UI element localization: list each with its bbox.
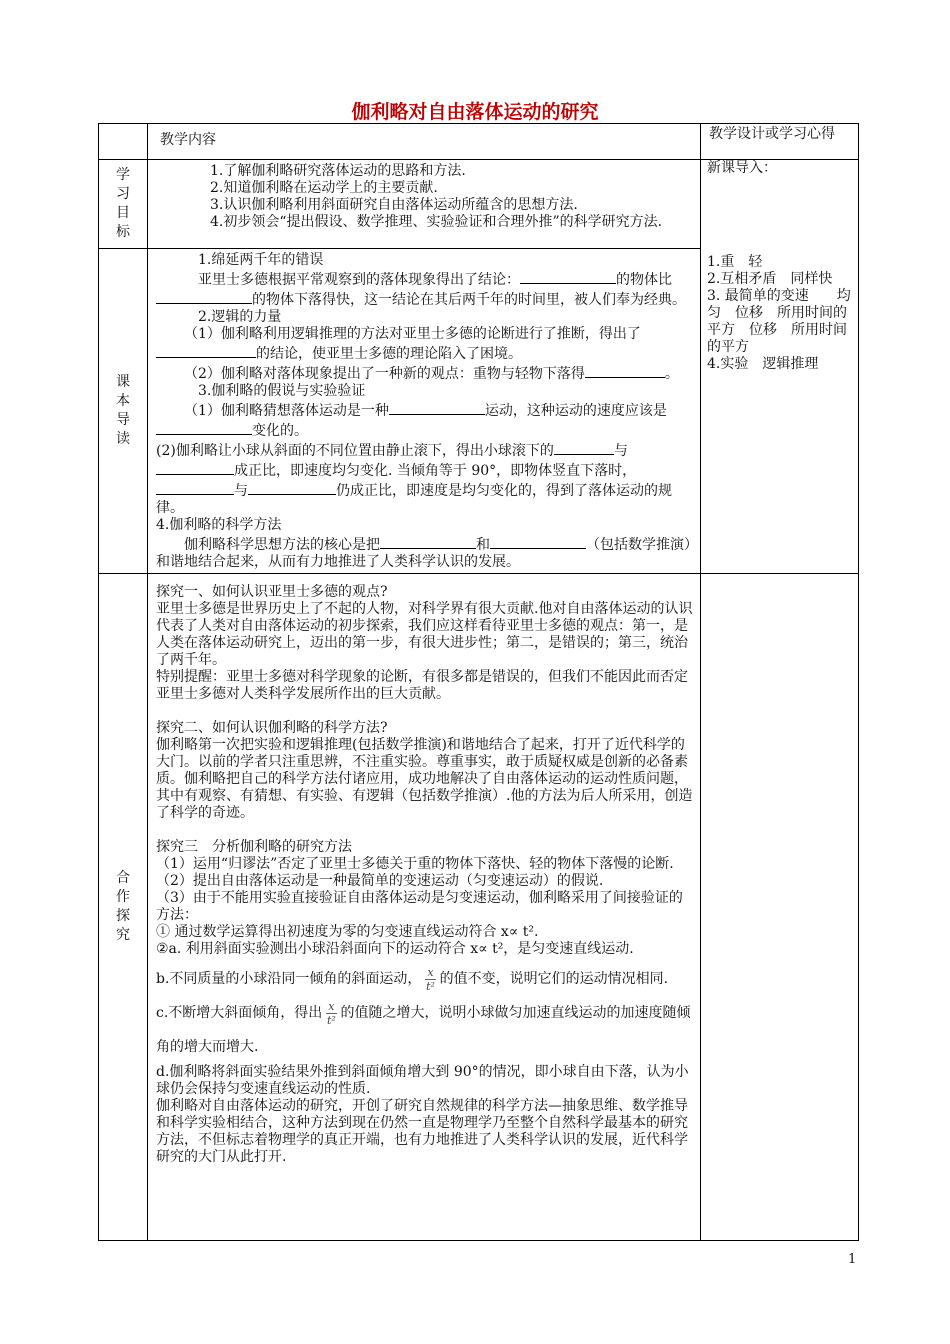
page-number: 1 xyxy=(848,1252,857,1267)
header-design-cell xyxy=(701,124,859,160)
inquiry-step-3-2c: c.不断增大斜面倾角，得出 $\frac{x}{\text{t²}}$ 的值随之增大，说明小球做匀加速直线运动的加速度随倾角的增大而增大. xyxy=(156,999,691,1055)
inquiry-step-2: （2）提出自由落体运动是一种最简单的变速运动（匀变速运动）的假说. xyxy=(156,873,604,889)
header-content-label: 教学内容 xyxy=(160,132,216,148)
objective-item: 3.认识伽利略利用斜面研究自由落体运动所蕴含的思想方法. xyxy=(210,197,578,213)
reading-label-cell xyxy=(99,249,148,574)
design-notes-cell xyxy=(701,160,859,574)
objectives-label: 学习目标 xyxy=(116,167,130,240)
inquiry-topic-1: 探究一、如何认识亚里士多德的观点? xyxy=(156,584,388,600)
fill-blank[interactable] xyxy=(625,363,665,378)
fill-blank[interactable] xyxy=(156,480,234,495)
inquiry-step-3-2d: d.伽利略将斜面实验结果外推到斜面倾角增大到 90°的情况，即小球自由下落，认为小球仍会保持匀变速直线运动的性质. xyxy=(156,1064,689,1097)
objectives-row xyxy=(99,160,859,249)
lesson-table xyxy=(98,123,859,1241)
inquiry-notes-cell xyxy=(701,574,859,1241)
inquiry-row xyxy=(99,574,859,1241)
header-row xyxy=(99,124,859,160)
inquiry-step-3-2a: ②a. 利用斜面实验测出小球沿斜面向下的运动符合 x∝ t²，是匀变速直线运动. xyxy=(156,941,634,957)
reading-para-3b: (2)伽利略让小球从斜面的不同位置由静止滚下，得出小球滚下的 与成正比，即速度均匀变化. 当倾角等于 90°，即物体竖直下落时，与 仍成正比，即速度是均匀变化的，得到了落体运动的规律。 xyxy=(156,440,694,517)
reading-para-4: 伽利略科学思想方法的核心是把 和 （包括数学推演）和谐地结合起来，从而有力地推进了人类科学认识的发展。 xyxy=(156,534,694,571)
reading-heading-1: 1.绵延两千年的错误 xyxy=(198,252,324,268)
objective-item: 1.了解伽利略研究落体运动的思路和方法. xyxy=(210,163,466,179)
reading-label: 课本导读 xyxy=(116,374,130,447)
fill-blank[interactable] xyxy=(156,289,252,304)
fill-blank[interactable] xyxy=(380,534,476,549)
inquiry-label-cell xyxy=(99,574,148,1241)
fill-blank[interactable] xyxy=(554,440,614,455)
inquiry-label: 合作探究 xyxy=(116,870,130,943)
inquiry-topic-3: 探究三 分析伽利略的研究方法 xyxy=(156,839,352,855)
reading-para-3: （1）伽利略猜想落体运动是一种 运动，这种运动的速度应该是变化的。 xyxy=(156,400,694,440)
inquiry-para-2: 伽利略第一次把实验和逻辑推理(包括数学推演)和谐地结合了起来，打开了近代科学的大门。以前的学者只注重思辨，不注重实验。尊重事实，敢于质疑权威是创新的必备素质。伽利略把自己的科学方法付诸应用，成功地解决了自由落体运动的运动性质问题，其中有观察、有猜想、有实验、有逻辑（包括数学推演）.他的方法为后人所采用，创造了科学的奇迹。 xyxy=(156,737,693,821)
fraction-x-over-t2: $\frac{x}{\text{t²}}$ xyxy=(426,965,435,993)
inquiry-summary: 伽利略对自由落体运动的研究，开创了研究自然规律的科学方法—抽象思维、数学推导和科学实验相结合，这种方法到现在仍然一直是物理学乃至整个自然科学最基本的研究方法，不但标志着物理学的真正开端，也有力地推进了人类科学认识的发展，近代科学研究的大门从此打开. xyxy=(156,1098,688,1165)
fill-blank[interactable] xyxy=(585,363,625,378)
fill-blank[interactable] xyxy=(389,400,485,415)
fill-blank[interactable] xyxy=(490,534,586,549)
reading-heading-2: 2.逻辑的力量 xyxy=(198,309,282,325)
header-design-label: 教学设计或学习心得 xyxy=(709,126,835,142)
objectives-label-cell xyxy=(99,160,148,249)
document-title: 伽利略对自由落体运动的研究 xyxy=(351,101,599,123)
reading-para-2b: （2）伽利略对落体现象提出了一种新的观点：重物与轻物下落得 。 xyxy=(156,363,694,383)
header-content-cell xyxy=(148,124,701,160)
fill-blank[interactable] xyxy=(248,480,336,495)
inquiry-step-1: （1）运用“归谬法”否定了亚里士多德关于重的物体下落快、轻的物体下落慢的论断. xyxy=(156,856,674,872)
inquiry-step-3-2b: b.不同质量的小球沿同一倾角的斜面运动， $\frac{x}{\text{t²}}$ 的值不变，说明它们的运动情况相同. xyxy=(156,965,669,993)
reading-para-2: （1）伽利略利用逻辑推理的方法对亚里士多德的论断进行了推断，得出了的结论，使亚里士多德的理论陷入了困境。 xyxy=(156,326,694,363)
objective-item: 4.初步领会“提出假设、数学推理、实验验证和合理外推”的科学研究方法. xyxy=(210,214,663,230)
answer-2: 2.互相矛盾 同样快 xyxy=(707,271,833,287)
fill-blank[interactable] xyxy=(520,269,616,284)
fill-blank[interactable] xyxy=(156,420,252,435)
fill-blank[interactable] xyxy=(156,343,256,358)
inquiry-step-3: （3）由于不能用实验直接验证自由落体运动是匀变速运动，伽利略采用了间接验证的方法： xyxy=(156,890,683,923)
fraction-x-over-t2: $\frac{x}{\text{t²}}$ xyxy=(326,999,336,1027)
answer-3: 3. 最简单的变速 均匀 位移 所用时间的平方 位移 所用时间的平方 xyxy=(707,288,851,355)
fill-blank[interactable] xyxy=(156,460,234,475)
inquiry-topic-2: 探究二、如何认识伽利略的科学方法? xyxy=(156,720,388,736)
reading-content-cell xyxy=(148,249,701,574)
answer-4: 4.实验 逻辑推理 xyxy=(707,356,819,372)
header-empty-cell xyxy=(99,124,148,160)
inquiry-content-cell xyxy=(148,574,701,1241)
inquiry-note-1: 特别提醒：亚里士多德对科学现象的论断，有很多都是错误的，但我们不能因此而否定亚里士多德对人类科学发展所作出的巨大贡献。 xyxy=(156,669,688,702)
inquiry-para-1: 亚里士多德是世界历史上了不起的人物，对科学界有很大贡献.他对自由落体运动的认识代表了人类对自由落体运动的初步探索，我们应这样看待亚里士多德的观点：第一，是人类在落体运动研究上，迈出的第一步，有很大进步性；第二，是错误的；第三，统治了两千年。 xyxy=(156,601,693,668)
inquiry-step-3-1: ① 通过数学运算得出初速度为零的匀变速直线运动符合 x∝ t². xyxy=(156,924,539,940)
reading-heading-4: 4.伽利略的科学方法 xyxy=(156,517,282,533)
objectives-content-cell xyxy=(148,160,701,249)
objective-item: 2.知道伽利略在运动学上的主要贡献. xyxy=(210,180,438,196)
reading-para-1: 亚里士多德根据平常观察到的落体现象得出了结论： 的物体比的物体下落得快，这一结论在其后两千年的时间里，被人们奉为经典。 xyxy=(156,269,694,309)
intro-label: 新课导入： xyxy=(707,160,777,176)
answer-1: 1.重 轻 xyxy=(707,254,763,270)
reading-heading-3: 3.伽利略的假说与实验验证 xyxy=(198,383,366,399)
